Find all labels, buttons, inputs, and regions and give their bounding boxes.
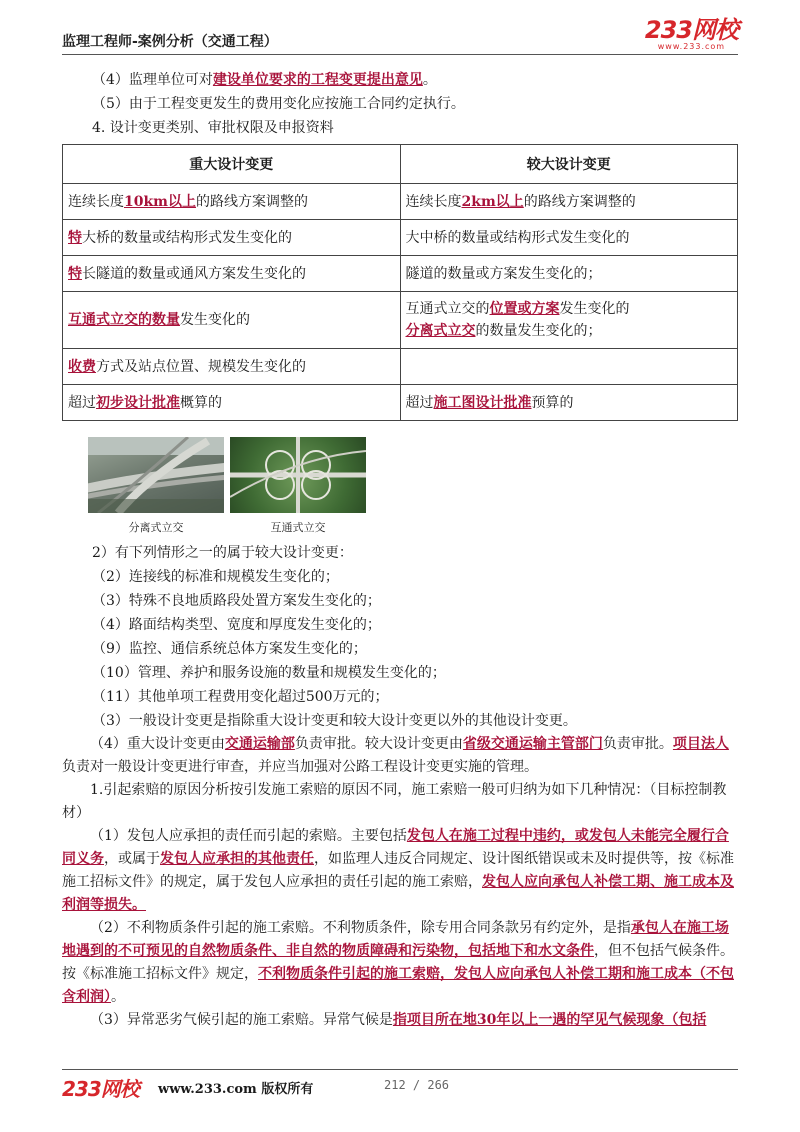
page-content — [62, 68, 738, 1032]
table-row — [63, 220, 738, 256]
list-item: （3）特殊不良地质路段处置方案发生变化的； — [92, 593, 381, 609]
claims-paragraph: （3）异常恶劣气候引起的施工索赔。异常气候是指项目所在地30年以上一遇的罕见气候现象（包括 — [90, 1012, 707, 1028]
table-row — [63, 184, 738, 220]
table-cell: 收费方式及站点位置、规模发生变化的 — [63, 349, 401, 385]
figure — [88, 437, 224, 535]
table-cell: 超过施工图设计批准预算的 — [400, 385, 738, 421]
paragraph: （4）监理单位可对建设单位要求的工程变更提出意见。 — [92, 72, 437, 88]
table-cell: 特大桥的数量或结构形式发生变化的 — [63, 220, 401, 256]
claims-paragraph: （1）发包人应承担的责任而引起的索赔。主要包括发包人在施工过程中违约，或发包人未能完全履行合同义务，或属于发包人应承担的其他责任，如监理人违反合同规定、设计图纸错误或未及时提供等，按《标准施工招标文件》的规定，属于发包人应承担的责任引起的施工索赔，发包人应向承包人补偿工期、施工成本及利润等损失。 — [62, 828, 734, 913]
list-item: （11）其他单项工程费用变化超过500万元的； — [92, 689, 389, 705]
list-item: （9）监控、通信系统总体方案发生变化的； — [92, 641, 367, 657]
column-header: 重大设计变更 — [63, 145, 401, 184]
brand-logo — [645, 18, 738, 51]
table-cell: 大中桥的数量或结构形式发生变化的 — [400, 220, 738, 256]
interchange-photos — [88, 437, 738, 535]
table-cell: 连续长度10km以上的路线方案调整的 — [63, 184, 401, 220]
table-cell: 隧道的数量或方案发生变化的； — [400, 256, 738, 292]
footer-logo: 233网校 — [62, 1077, 139, 1101]
logo-url: www.233.com — [657, 42, 726, 51]
list-item: （10）管理、养护和服务设施的数量和规模发生变化的； — [92, 665, 446, 681]
list-intro: 2）有下列情形之一的属于较大设计变更： — [92, 545, 353, 561]
approval-paragraph: （4）重大设计变更由交通运输部负责审批。较大设计变更由省级交通运输主管部门负责审批。项目法人负责对一般设计变更进行审查，并应当加强对公路工程设计变更实施的管理。 — [62, 736, 729, 775]
table-cell: 超过初步设计批准概算的 — [63, 385, 401, 421]
footer-divider — [62, 1069, 738, 1070]
table-cell: 连续长度2km以上的路线方案调整的 — [400, 184, 738, 220]
design-change-table — [62, 144, 738, 421]
logo-text: 233网校 — [644, 16, 738, 44]
table-cell: 特长隧道的数量或通风方案发生变化的 — [63, 256, 401, 292]
table-header-row — [63, 145, 738, 184]
footer-copyright: www.233.com 版权所有 — [158, 1082, 314, 1097]
column-header: 较大设计变更 — [400, 145, 738, 184]
claims-intro: 1.引起索赔的原因分析按引发施工索赔的原因不同，施工索赔一般可归纳为如下几种情况：（目标控制教材） — [62, 782, 727, 821]
table-row — [63, 349, 738, 385]
table-row — [63, 256, 738, 292]
change-list — [62, 541, 738, 733]
figure — [230, 437, 366, 535]
table-cell: 互通式立交的数量发生变化的 — [63, 292, 401, 349]
table-row — [63, 292, 738, 349]
header-divider — [62, 54, 738, 55]
figure-caption: 分离式立交 — [128, 521, 184, 534]
paragraph: （5）由于工程变更发生的费用变化应按施工合同约定执行。 — [92, 96, 465, 112]
document-title: 监理工程师-案例分析（交通工程） — [62, 34, 278, 50]
claims-paragraph: （2）不利物质条件引起的施工索赔。不利物质条件，除专用合同条款另有约定外，是指承包人在施工场地遇到的不可预见的自然物质条件、非自然的物质障碍和污染物，包括地下和水文条件，但不包括气候条件。按《标准施工招标文件》规定，不利物质条件引起的施工索赔，发包人应向承包人补偿工期和施工成本（不包含利润）。 — [62, 920, 734, 1005]
list-item: （4）路面结构类型、宽度和厚度发生变化的； — [92, 617, 381, 633]
figure-caption: 互通式立交 — [270, 521, 326, 534]
separated-interchange-image — [88, 437, 224, 513]
table-row — [63, 385, 738, 421]
list-item: （3）一般设计变更是指除重大设计变更和较大设计变更以外的其他设计变更。 — [92, 713, 577, 729]
table-cell — [400, 349, 738, 385]
section-heading: 4. 设计变更类别、审批权限及申报资料 — [92, 120, 334, 136]
page-number: 212 / 266 — [384, 1078, 450, 1092]
list-item: （2）连接线的标准和规模发生变化的； — [92, 569, 339, 585]
cloverleaf-interchange-image — [230, 437, 366, 513]
table-cell: 互通式立交的位置或方案发生变化的 分离式立交的数量发生变化的； — [400, 292, 738, 349]
